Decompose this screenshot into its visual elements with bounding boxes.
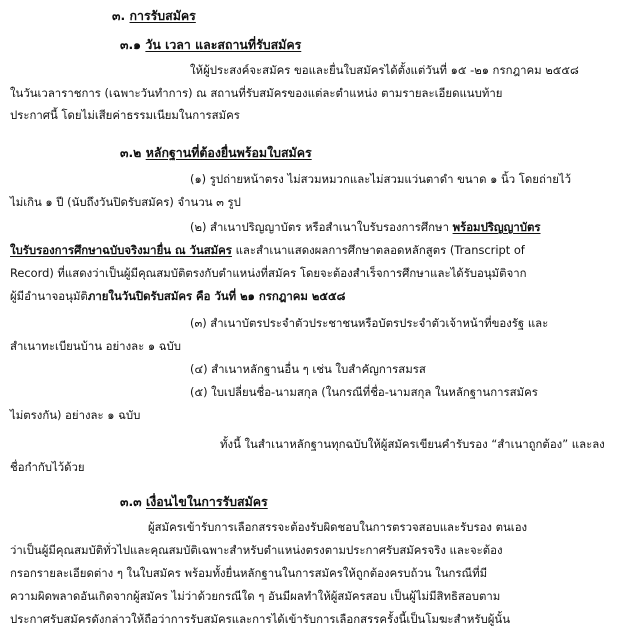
s32-item-1-line-1: (๑) รูปถ่ายหน้าตรง ไม่สวมหมวกและไม่สวมแว่นตาดำ ขนาด ๑ นิ้ว โดยถ่ายไว้ xyxy=(190,172,572,186)
s32-item-5-line-1: (๕) ใบเปลี่ยนชื่อ-นามสกุล (ในกรณีที่ชื่อ-นามสกุล ในหลักฐานการสมัคร xyxy=(190,385,538,399)
s32-note-line-1: ทั้งนี้ ในสำเนาหลักฐานทุกฉบับให้ผู้สมัครเขียนคำรับรอง “สำเนาถูกต้อง” และลง xyxy=(220,437,605,451)
s32-item-3-line-2: สำเนาทะเบียนบ้าน อย่างละ ๑ ฉบับ xyxy=(10,339,181,353)
s32-item-2-deadline: ภายในวันปิดรับสมัคร คือ วันที่ ๒๑ กรกฎาคม ๒๕๕๘ xyxy=(87,289,346,303)
s32-note-line-2: ชื่อกำกับไว้ด้วย xyxy=(10,460,85,474)
s31-paragraph-line-1: ให้ผู้ประสงค์จะสมัคร ขอและยื่นใบสมัครได้ตั้งแต่วันที่ ๑๕ -๒๑ กรกฎาคม ๒๕๕๘ xyxy=(190,63,579,77)
section-3-3-heading xyxy=(120,494,268,510)
s32-item-2-text: (๒) สำเนาปริญญาบัตร หรือสำเนาใบรับรองการศึกษา xyxy=(190,220,449,234)
section-3-3-title: เงื่อนไขในการรับสมัคร xyxy=(145,494,268,509)
s33-paragraph-line-2: ว่าเป็นผู้มีคุณสมบัติทั่วไปและคุณสมบัติเฉพาะสำหรับตำแหน่งตรงตามประกาศรับสมัครจริง และจะต้อง xyxy=(10,543,503,557)
s32-item-2-text-4: ผู้มีอำนาจอนุมัติ xyxy=(10,289,88,303)
section-3-2-title: หลักฐานที่ต้องยื่นพร้อมใบสมัคร xyxy=(145,145,312,160)
s32-item-3-line-1: (๓) สำเนาบัตรประจำตัวประชาชนหรือบัตรประจำตัวเจ้าหน้าที่ของรัฐ และ xyxy=(190,316,549,330)
section-3-1-number: ๓.๑ xyxy=(120,37,142,52)
section-3-title: การรับสมัคร xyxy=(129,8,196,23)
s32-item-2-line-4 xyxy=(10,288,345,304)
s33-paragraph-line-5: ประกาศรับสมัครดังกล่าวให้ถือว่าการรับสมัครและการได้เข้ารับการเลือกสรรครั้งนี้เป็นโมฆะสำหรับผู้นั้น xyxy=(10,612,510,626)
s32-item-2-emphasis-2: ใบรับรองการศึกษาฉบับจริงมายื่น ณ วันสมัคร xyxy=(10,243,232,257)
s32-item-2-text-2: และสำเนาแสดงผลการศึกษาตลอดหลักสูตร (Transcript of xyxy=(235,243,525,257)
s32-item-4: (๔) สำเนาหลักฐานอื่น ๆ เช่น ใบสำคัญการสมรส xyxy=(190,362,426,376)
s31-paragraph-line-3: ประกาศนี้ โดยไม่เสียค่าธรรมเนียมในการสมัคร xyxy=(10,108,240,122)
s32-item-5-line-2: ไม่ตรงกัน) อย่างละ ๑ ฉบับ xyxy=(10,408,141,422)
section-3-number: ๓. xyxy=(112,8,126,23)
section-3-heading xyxy=(112,8,196,24)
s32-item-2-line-1 xyxy=(190,219,540,235)
section-3-2-number: ๓.๒ xyxy=(120,145,142,160)
s32-item-2-line-2 xyxy=(10,242,525,258)
s32-item-2-line-3: Record) ที่แสดงว่าเป็นผู้มีคุณสมบัติตรงกับตำแหน่งที่สมัคร โดยจะต้องสำเร็จการศึกษาและได้รับอนุมัติจาก xyxy=(10,266,527,280)
s33-paragraph-line-4: ความผิดพลาดอันเกิดจากผู้สมัคร ไม่ว่าด้วยกรณีใด ๆ อันมีผลทำให้ผู้สมัครสอบ เป็นผู้ไม่มีสิทธิสอบตาม xyxy=(10,589,501,603)
section-3-1-heading xyxy=(120,37,301,53)
section-3-1-title: วัน เวลา และสถานที่รับสมัคร xyxy=(145,37,302,52)
s32-item-2-emphasis: พร้อมปริญญาบัตร xyxy=(452,220,541,234)
s32-item-1-line-2: ไม่เกิน ๑ ปี (นับถึงวันปิดรับสมัคร) จำนวน ๓ รูป xyxy=(10,195,241,209)
section-3-2-heading xyxy=(120,145,312,161)
s33-paragraph-line-1: ผู้สมัครเข้ารับการเลือกสรรจะต้องรับผิดชอบในการตรวจสอบและรับรอง ตนเอง xyxy=(148,520,528,534)
s31-paragraph-line-2: ในวันเวลาราชการ (เฉพาะวันทำการ) ณ สถานที่รับสมัครของแต่ละตำแหน่ง ตามรายละเอียดแนบท้าย xyxy=(10,86,503,100)
section-3-3-number: ๓.๓ xyxy=(120,494,142,509)
s33-paragraph-line-3: กรอกรายละเอียดต่าง ๆ ในใบสมัคร พร้อมทั้งยื่นหลักฐานในการสมัครให้ถูกต้องครบถ้วน ในกรณีที่มี xyxy=(10,566,488,580)
